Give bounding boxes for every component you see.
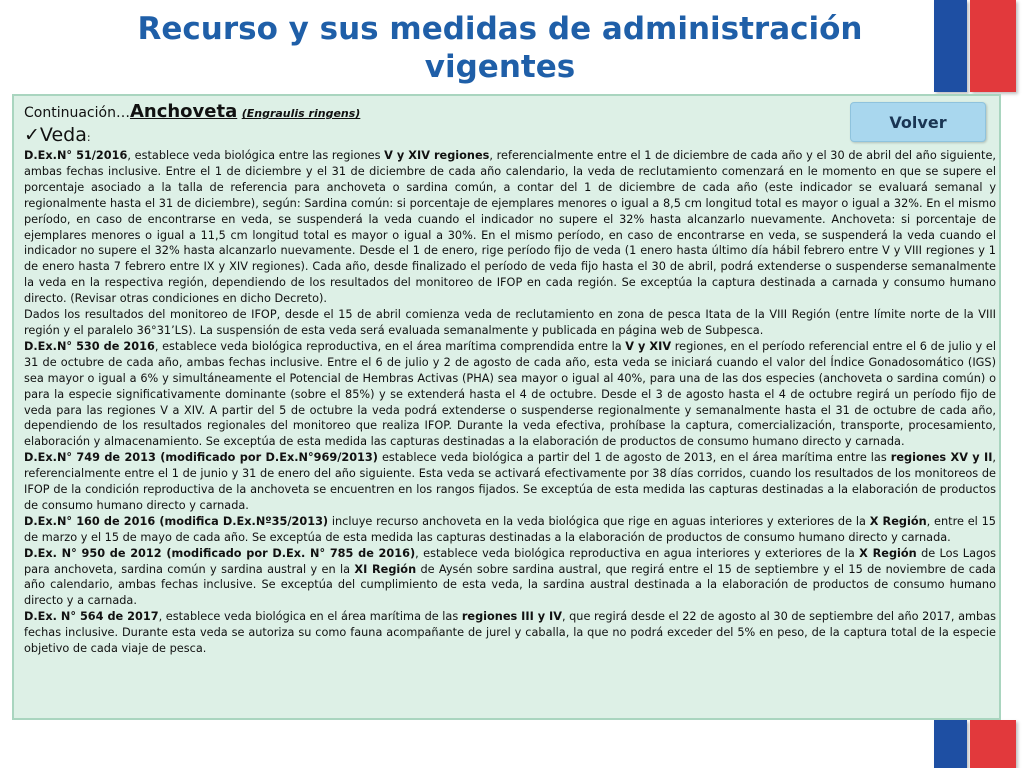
decree-reference: regiones XV y II — [890, 451, 993, 465]
decree-reference: D.Ex.N° 530 de 2016 — [24, 339, 155, 353]
check-icon: ✓ — [24, 124, 40, 146]
flag-blue-stripe — [934, 720, 967, 768]
paragraph-text: de Aysén sobre sardina austral, que regirá entre el 15 de septiembre y el 15 de noviembre de cada año calendario, ambas fechas inclusive. Se exceptúa del cumplimiento de esta veda, la sardina austral destinada a la elaboración de productos de consumo humano directo y a carnada. — [24, 562, 996, 608]
flag-red-stripe — [970, 0, 1016, 92]
decree-reference: D.Ex. N° 950 de 2012 (modificado por D.Ex. N° 785 de 2016) — [24, 546, 416, 560]
species-name: Anchoveta — [129, 101, 238, 122]
regulation-paragraph — [24, 546, 996, 610]
paragraph-text: regiones, en el período referencial entre el 6 de julio y el 31 de octubre de cada año, ambas fechas inclusive. Entre el 6 de julio y 2 de agosto de cada año, esta veda se iniciará cuando el valor del Índice Gonadosomático (IGS) sea mayor o igual a 6% y simultáneamente el Potencial de Hembras Activas (PHA) sea mayor o igual al 40%, para una de las dos especies (anchoveta o sardina común) o para la especie significativamente dominante (sobre el 85%) y se extenderá hasta el 4 de octubre. Desde el 3 de agosto hasta el 4 de octubre regirá un período fijo de veda para las regiones V a XIV. A partir del 5 de octubre la veda podrá extenderse o suspenderse regionalmente y semanalmente hasta el 31 de octubre de cada año, dependiendo de los resultados regionales del monitoreo que realiza IFOP. Durante la veda efectiva, prohíbase la captura, comercialización, transporte, procesamiento, elaboración y almacenamiento. Se exceptúa de esta medida las capturas destinadas a la elaboración de productos de consumo humano directo y carnada. — [24, 339, 996, 449]
veda-colon: : — [86, 131, 91, 144]
regulation-paragraph — [24, 339, 996, 450]
paragraph-text: , que regirá desde el 22 de agosto al 30 de septiembre del año 2017, ambas fechas inclusive. Durante esta veda se autoriza su como fauna acompañante de jurel y caballa, la que no podrá exceder del 5% en peso, de la captura total de la especie objetivo de cada viaje de pesca. — [24, 610, 996, 656]
slide-title: Recurso y sus medidas de administración vigentes — [137, 11, 863, 85]
decree-reference: V y XIV — [625, 339, 672, 353]
regulation-paragraph — [24, 148, 996, 307]
decree-reference: D.Ex. N° 564 de 2017 — [24, 610, 159, 624]
heading-prefix: Continuación… — [24, 105, 130, 121]
paragraph-text: Dados los resultados del monitoreo de IFOP, desde el 15 de abril comienza veda de reclutamiento en zona de pesca Itata de la VIII Región (entre límite norte de la VIII región y el paralelo 36°31’LS). La suspensión de esta veda será evaluada semanalmente y publicada en página web de Subpesca. — [24, 308, 996, 337]
regulation-paragraph — [24, 450, 996, 514]
decree-reference: D.Ex.N° 51/2016 — [24, 149, 128, 162]
paragraph-text: de Los Lagos para anchoveta, sardina común y sardina austral y en la — [24, 546, 996, 576]
volver-button[interactable]: Volver — [850, 102, 986, 142]
paragraph-text: , establece veda biológica entre las regiones — [127, 149, 385, 162]
veda-heading — [24, 124, 91, 149]
decree-reference: X Región — [869, 514, 927, 528]
decree-reference: regiones III y IV — [461, 610, 562, 624]
regulation-text — [24, 148, 996, 657]
decree-reference: XI Región — [354, 562, 417, 576]
veda-label: Veda — [39, 124, 87, 146]
paragraph-text: , entre el 15 de marzo y el 15 de mayo de cada año. Se exceptúa de esta medida las capturas destinadas a la elaboración de productos de consumo humano directo y carnada. — [24, 514, 996, 544]
content-panel — [12, 94, 1001, 720]
regulation-paragraph — [24, 609, 996, 657]
flag-decoration-bottom — [934, 720, 1016, 768]
paragraph-text: , referencialmente entre el 1 de diciembre de cada año y el 30 de abril del año siguiente, ambas fechas inclusive. Entre el 1 de diciembre y el 31 de diciembre de cada año calendario, la veda de reclutamiento comenzará en le momento en que se supere el porcentaje asociado a la talla de referencia para anchoveta o sardina común, a contar del 1 de diciembre de cada año (este indicador se evaluará semanal y regionalmente hasta el 31 de diciembre), según: Sardina común: si porcentaje de ejemplares menores o igual a 8,5 cm longitud total es mayor o igual a 32%. En el mismo período, en caso de encontrarse en veda, se suspenderá la veda cuando el indicador no supere el 32% hasta alcanzarlo nuevamente. Anchoveta: si porcentaje de ejemplares menores o igual a 11,5 cm longitud total es mayor o igual a 30%. En el mismo período, en caso de encontrarse en veda, se suspenderá la veda cuando el indicador no supere el 32% hasta alcanzarlo nuevamente. Desde el 1 de enero, rige período fijo de veda (1 enero hasta último día hábil febrero entre V y VIII regiones y 1 de enero hasta 7 febrero entre IX y XIV regiones). Cada año, desde finalizado el período de veda fijo hasta el 30 de abril, podrá extenderse o suspenderse semanalmente la veda en la respectiva región, dependiendo de los resultados del monitoreo de IFOP en cada región. Se exceptúa la captura destinada a carnada y consumo humano directo. (Revisar otras condiciones en dicho Decreto). — [24, 149, 996, 306]
scientific-name: (Engraulis ringens) — [241, 107, 361, 120]
decree-reference: X Región — [859, 546, 917, 560]
paragraph-text: , establece veda biológica en el área marítima de las — [158, 610, 462, 624]
decree-reference: D.Ex.N° 749 de 2013 (modificado por D.Ex.N°969/2013) — [24, 451, 378, 465]
decree-reference: D.Ex.N° 160 de 2016 (modifica D.Ex.Nº35/2013) — [24, 514, 329, 528]
decree-reference: V y XIV regiones — [384, 149, 490, 162]
paragraph-text: , referencialmente entre el 1 de junio y 31 de enero del año siguiente. Esta veda se activará efectivamente por 38 días corridos, cuando los resultados de los monitoreos de IFOP de la condición reproductiva de la anchoveta se encuentren en los rangos fijados. Se exceptúa de esta medida las capturas destinadas a la elaboración de productos de consumo humano directo y carnada. — [24, 451, 997, 512]
regulation-paragraph — [24, 514, 996, 546]
paragraph-text: establece veda biológica a partir del 1 de agosto de 2013, en el área marítima entre las — [377, 451, 891, 465]
section-heading — [24, 102, 360, 124]
paragraph-text: , establece veda biológica reproductiva en agua interiores y exteriores de la — [415, 546, 860, 560]
flag-red-stripe — [970, 720, 1016, 768]
flag-decoration-top — [934, 0, 1016, 92]
regulation-paragraph — [24, 307, 996, 339]
paragraph-text: incluye recurso anchoveta en la veda biológica que rige en aguas interiores y exteriores de la — [328, 514, 870, 528]
paragraph-text: , establece veda biológica reproductiva, en el área marítima comprendida entre la — [154, 339, 626, 353]
